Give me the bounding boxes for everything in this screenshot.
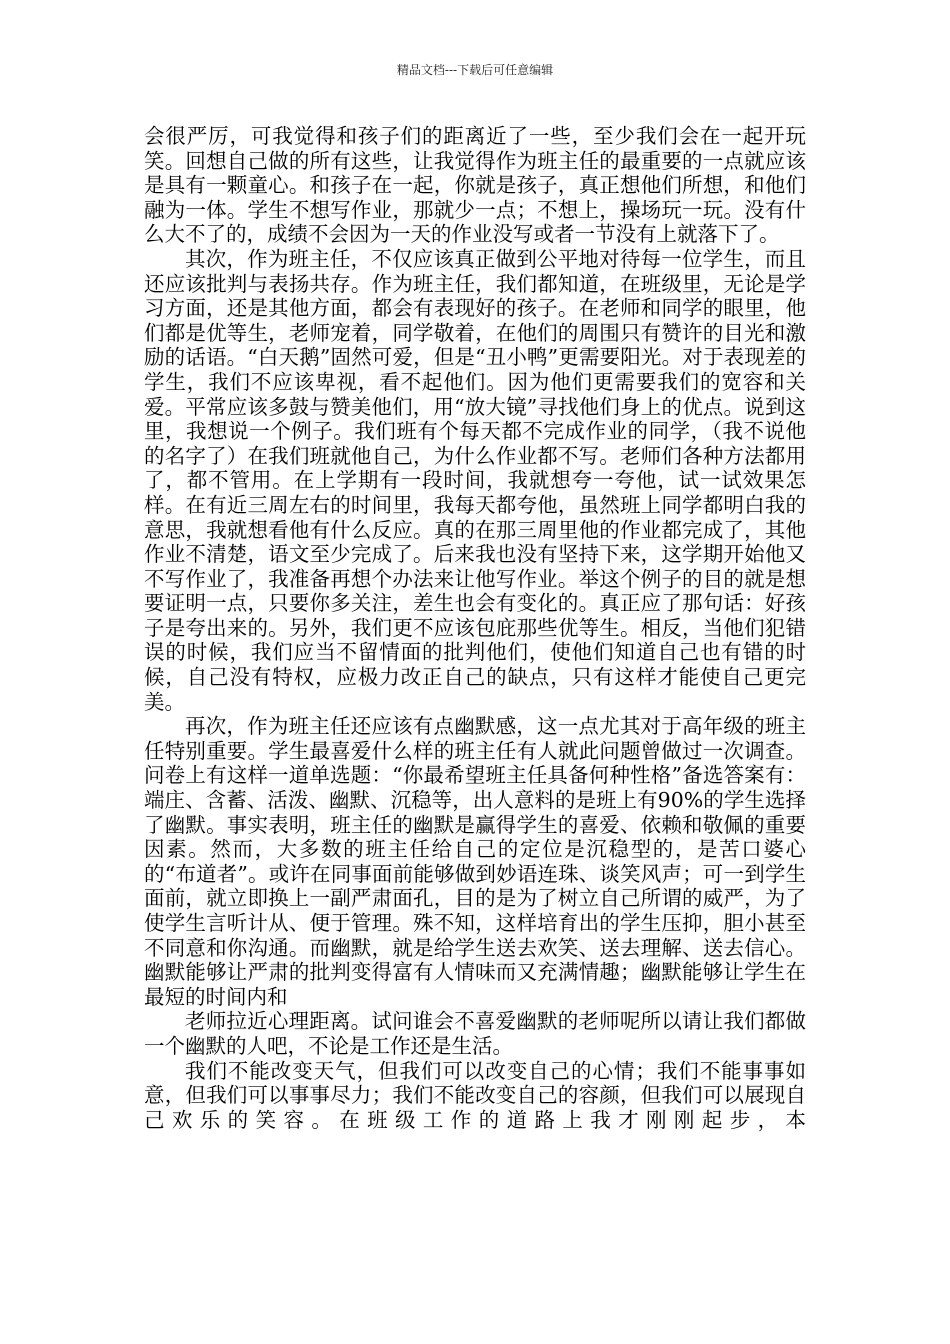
paragraph-3: 再次，作为班主任还应该有点幽默感，这一点尤其对于高年级的班主任特别重要。学生最喜爱什么样的班主任有人就此问题曾做过一次调查。问卷上有这样一道单选题：“你最希望班主任具备何种性格”备选答案有：端庄、含蓄、活泼、幽默、沉稳等，出人意料的是班上有90%的学生选择了幽默。事实表明，班主任的幽默是赢得学生的喜爱、依赖和敬佩的重要因素。然而，大多数的班主任给自己的定位是沉稳型的，是苦口婆心的“布道者”。或许在同事面前能够做到妙语连珠、谈笑风声；可一到学生面前，就立即换上一副严肃面孔，目的是为了树立自己所谓的威严，为了使学生言听计从、便于管理。殊不知，这样培育出的学生压抑，胆小甚至不同意和你沟通。而幽默，就是给学生送去欢笑、送去理解、送去信心。幽默能够让严肃的批判变得富有人情味而又充满情趣；幽默能够让学生在最短的时间内和: [144, 714, 806, 1009]
page-header: 精品文档---下载后可任意编辑: [396, 63, 554, 77]
paragraph-2: 其次，作为班主任，不仅应该真正做到公平地对待每一位学生，而且还应该批判与表扬共存。作为班主任，我们都知道，在班级里，无论是学习方面，还是其他方面，都会有表现好的孩子。在老师和同学的眼里，他们都是优等生，老师宠着，同学敬着，在他们的周围只有赞许的目光和激励的话语。“白天鹅”固然可爱，但是“丑小鸭”更需要阳光。对于表现差的学生，我们不应该卑视，看不起他们。因为他们更需要我们的宽容和关爱。平常应该多鼓与赞美他们，用“放大镜”寻找他们身上的优点。说到这里，我想说一个例子。我们班有个每天都不完成作业的同学，（我不说他的名字了）在我们班就他自己，为什么作业都不写。老师们各种方法都用了，都不管用。在上学期有一段时间，我就想夸一夸他，试一试效果怎样。在有近三周左右的时间里，我每天都夸他，虽然班上同学都明白我的意思，我就想看他有什么反应。真的在那三周里他的作业都完成了，其他作业不清楚，语文至少完成了。后来我也没有坚持下来，这学期开始他又不写作业了，我准备再想个办法来让他写作业。举这个例子的目的就是想要证明一点，只要你多关注，差生也会有变化的。真正应了那句话：好孩子是夸出来的。另外，我们更不应该包庇那些优等生。相反，当他们犯错误的时候，我们应当不留情面的批判他们，使他们知道自己也有错的时候，自己没有特权，应极力改正自己的缺点，只有这样才能使自己更完美。: [144, 246, 806, 714]
document-body: [144, 124, 806, 1132]
paragraph-4: 老师拉近心理距离。试问谁会不喜爱幽默的老师呢所以请让我们都做一个幽默的人吧，不论是工作还是生活。: [144, 1009, 806, 1058]
paragraph-1: 会很严厉，可我觉得和孩子们的距离近了一些，至少我们会在一起开玩笑。回想自己做的所有这些，让我觉得作为班主任的最重要的一点就应该是具有一颗童心。和孩子在一起，你就是孩子，真正想他们所想，和他们融为一体。学生不想写作业，那就少一点；不想上，操场玩一玩。没有什么大不了的，成绩不会因为一天的作业没写或者一节没有上就落下了。: [144, 124, 806, 247]
paragraph-5: 我们不能改变天气，但我们可以改变自己的心情；我们不能事事如意，但我们可以事事尽力；我们不能改变自己的容颜，但我们可以展现自己欢乐的笑容。在班级工作的道路上我才刚刚起步，本: [144, 1058, 806, 1132]
